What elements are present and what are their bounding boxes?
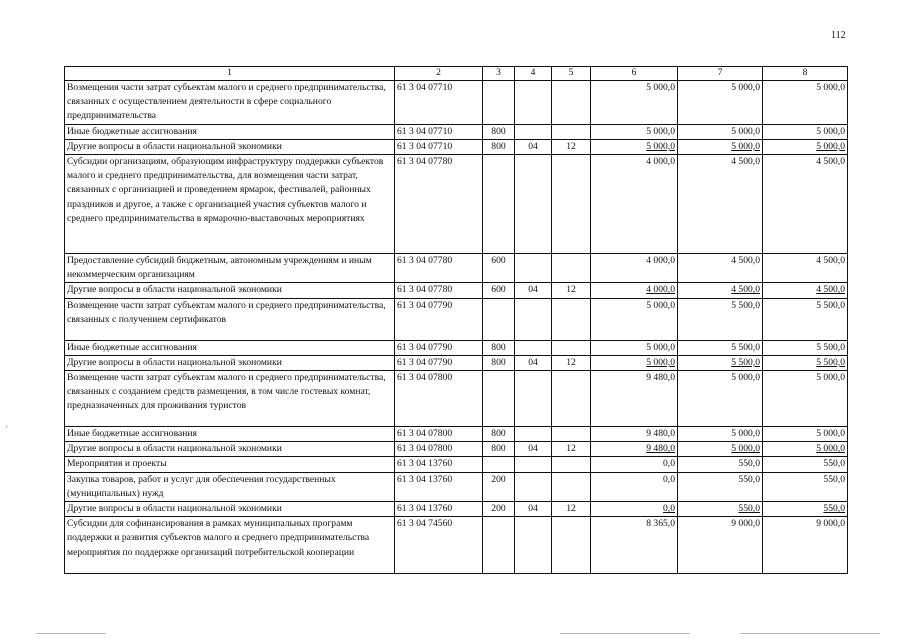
cell-year-1-text: 4 000,0 [646, 255, 675, 267]
cell-year-3-text: 5 500,0 [816, 299, 845, 311]
table-row [65, 254, 848, 283]
cell-year-3-text: 550,0 [823, 473, 845, 485]
cell-rz [515, 355, 552, 370]
cell-csr [395, 340, 483, 355]
cell-name [65, 442, 395, 457]
cell-year-2-text: 5 500,0 [731, 356, 760, 368]
cell-csr [395, 502, 483, 517]
cell-csr-text: 61 3 04 07800 [397, 428, 453, 440]
cell-year-3 [763, 254, 848, 283]
cell-year-1-text: 4 000,0 [646, 156, 675, 168]
cell-rz-text: 04 [528, 503, 538, 515]
cell-vr [483, 457, 515, 472]
cell-year-2 [678, 298, 763, 340]
cell-csr [395, 283, 483, 298]
cell-year-1 [591, 371, 678, 427]
cell-csr-text: 61 3 04 13760 [397, 458, 453, 470]
cell-year-2 [678, 355, 763, 370]
column-header: 3 [483, 67, 515, 81]
cell-csr-text: 61 3 04 74560 [397, 518, 453, 530]
table-row [65, 517, 848, 574]
cell-name-text: Другие вопросы в области национальной экономики [67, 140, 282, 152]
cell-csr-text: 61 3 04 07800 [397, 372, 453, 384]
cell-pr [552, 124, 591, 139]
cell-csr-text: 61 3 04 13760 [397, 473, 453, 485]
cell-pr [552, 254, 591, 283]
cell-csr-text: 61 3 04 07710 [397, 140, 453, 152]
column-header: 6 [591, 67, 678, 81]
cell-year-3-text: 4 500,0 [816, 284, 845, 296]
cell-year-3 [763, 340, 848, 355]
cell-year-3-text: 5 000,0 [816, 428, 845, 440]
cell-rz-text: 04 [528, 140, 538, 152]
cell-year-1-text: 5 000,0 [646, 356, 675, 368]
cell-csr [395, 517, 483, 574]
cell-rz-text: 04 [528, 443, 538, 455]
cell-year-2-text: 5 000,0 [731, 428, 760, 440]
cell-year-3-text: 5 000,0 [816, 140, 845, 152]
cell-name [65, 457, 395, 472]
cell-csr [395, 139, 483, 154]
cell-csr [395, 457, 483, 472]
cell-name-text: Иные бюджетные ассигнования [67, 125, 197, 137]
cell-year-1-text: 5 000,0 [646, 140, 675, 152]
cell-vr-text: 200 [491, 473, 506, 485]
cell-pr [552, 427, 591, 442]
cell-vr-text: 800 [491, 356, 506, 368]
cell-year-2 [678, 427, 763, 442]
cell-year-3-text: 550,0 [823, 458, 845, 470]
cell-rz [515, 442, 552, 457]
cell-rz [515, 502, 552, 517]
cell-year-1-text: 9 480,0 [646, 428, 675, 440]
cell-pr [552, 517, 591, 574]
cell-rz [515, 155, 552, 254]
cell-year-1-text: 0,0 [663, 503, 675, 515]
column-header: 7 [678, 67, 763, 81]
cell-year-2 [678, 517, 763, 574]
cell-csr-text: 61 3 04 07780 [397, 255, 453, 267]
table-row [65, 155, 848, 254]
cell-name-text: Другие вопросы в области национальной экономики [67, 284, 282, 296]
scan-edge-line [36, 633, 106, 634]
cell-year-3-text: 5 500,0 [816, 341, 845, 353]
cell-pr [552, 371, 591, 427]
cell-vr [483, 283, 515, 298]
cell-vr [483, 254, 515, 283]
table-row [65, 283, 848, 298]
cell-name [65, 427, 395, 442]
cell-year-1-text: 5 000,0 [646, 341, 675, 353]
table-row [65, 139, 848, 154]
cell-csr-text: 61 3 04 13760 [397, 503, 453, 515]
cell-csr [395, 254, 483, 283]
cell-name [65, 124, 395, 139]
cell-year-3-text: 5 500,0 [816, 356, 845, 368]
page-number: 112 [831, 30, 846, 41]
cell-year-2 [678, 124, 763, 139]
cell-csr-text: 61 3 04 07780 [397, 156, 453, 168]
cell-year-1-text: 0,0 [663, 458, 675, 470]
cell-vr-text: 800 [491, 428, 506, 440]
cell-rz-text: 04 [528, 356, 538, 368]
cell-year-3 [763, 517, 848, 574]
cell-year-2-text: 4 500,0 [731, 156, 760, 168]
cell-pr-text: 12 [566, 443, 576, 455]
cell-name [65, 472, 395, 501]
table-row [65, 472, 848, 501]
cell-csr [395, 442, 483, 457]
cell-name [65, 340, 395, 355]
cell-year-2 [678, 254, 763, 283]
cell-name-text: Другие вопросы в области национальной экономики [67, 356, 282, 368]
cell-year-2 [678, 472, 763, 501]
cell-year-3-text: 5 000,0 [816, 372, 845, 384]
cell-name-text: Закупка товаров, работ и услуг для обеспечения государственных (муниципальных) нужд [67, 473, 336, 499]
cell-year-3-text: 4 500,0 [816, 156, 845, 168]
cell-year-3 [763, 442, 848, 457]
cell-pr-text: 12 [566, 356, 576, 368]
cell-pr-text: 12 [566, 503, 576, 515]
cell-year-1-text: 9 480,0 [646, 443, 675, 455]
cell-name [65, 254, 395, 283]
cell-year-1-text: 5 000,0 [646, 125, 675, 137]
cell-rz [515, 371, 552, 427]
cell-year-2 [678, 502, 763, 517]
cell-year-1 [591, 81, 678, 125]
cell-year-3 [763, 472, 848, 501]
margin-mark: › [5, 421, 8, 431]
table-row [65, 340, 848, 355]
cell-name [65, 81, 395, 125]
cell-vr [483, 427, 515, 442]
table-row [65, 124, 848, 139]
cell-vr [483, 298, 515, 340]
cell-year-1-text: 8 365,0 [646, 518, 675, 530]
cell-year-2 [678, 81, 763, 125]
cell-year-2 [678, 155, 763, 254]
cell-vr-text: 600 [491, 255, 506, 267]
cell-name-text: Возмещения части затрат субъектам малого и среднего предпринимательства, связанных с осуществлением деятельности в сфере социального предпринимательства [67, 82, 386, 122]
cell-vr [483, 340, 515, 355]
cell-year-1 [591, 457, 678, 472]
cell-vr [483, 355, 515, 370]
cell-year-2-text: 5 500,0 [731, 299, 760, 311]
cell-year-2-text: 550,0 [738, 473, 760, 485]
cell-year-2-text: 5 000,0 [731, 443, 760, 455]
cell-csr [395, 371, 483, 427]
cell-csr-text: 61 3 04 07800 [397, 443, 453, 455]
cell-year-1 [591, 283, 678, 298]
table-row [65, 298, 848, 340]
cell-csr [395, 81, 483, 125]
cell-year-1 [591, 502, 678, 517]
cell-vr-text: 800 [491, 125, 506, 137]
cell-vr-text: 200 [491, 503, 506, 515]
cell-year-3-text: 4 500,0 [816, 255, 845, 267]
cell-year-1 [591, 155, 678, 254]
cell-year-2-text: 5 000,0 [731, 372, 760, 384]
column-header: 5 [552, 67, 591, 81]
cell-csr [395, 298, 483, 340]
cell-name-text: Субсидии для софинансирования в рамках муниципальных программ поддержки и развития субъектов малого и среднего предпринимательства мероприятия по поддержке организаций потребительской кооперации [67, 518, 370, 558]
column-header: 2 [395, 67, 483, 81]
column-header: 1 [65, 67, 395, 81]
cell-year-2 [678, 457, 763, 472]
cell-pr [552, 355, 591, 370]
cell-name [65, 155, 395, 254]
cell-year-3-text: 5 000,0 [816, 443, 845, 455]
cell-year-2-text: 550,0 [738, 503, 760, 515]
scan-edge-line [740, 633, 880, 634]
cell-csr [395, 355, 483, 370]
cell-pr [552, 298, 591, 340]
cell-year-1 [591, 442, 678, 457]
cell-csr-text: 61 3 04 07790 [397, 356, 453, 368]
cell-csr-text: 61 3 04 07710 [397, 82, 453, 93]
cell-rz [515, 81, 552, 125]
cell-year-3 [763, 124, 848, 139]
cell-year-2 [678, 340, 763, 355]
cell-name-text: Иные бюджетные ассигнования [67, 341, 197, 353]
budget-table [64, 66, 848, 574]
cell-vr [483, 155, 515, 254]
cell-year-2-text: 5 000,0 [731, 140, 760, 152]
cell-year-3 [763, 283, 848, 298]
cell-year-3 [763, 457, 848, 472]
cell-csr [395, 155, 483, 254]
column-header: 8 [763, 67, 848, 81]
table-row [65, 81, 848, 125]
cell-rz [515, 254, 552, 283]
cell-year-1 [591, 124, 678, 139]
cell-csr [395, 124, 483, 139]
cell-csr-text: 61 3 04 07710 [397, 125, 453, 137]
cell-csr [395, 427, 483, 442]
cell-year-2-text: 5 500,0 [731, 341, 760, 353]
cell-rz [515, 124, 552, 139]
cell-name-text: Другие вопросы в области национальной экономики [67, 443, 282, 455]
cell-pr [552, 283, 591, 298]
cell-year-3-text: 9 000,0 [816, 518, 845, 530]
cell-pr [552, 457, 591, 472]
cell-rz [515, 457, 552, 472]
cell-csr-text: 61 3 04 07780 [397, 284, 453, 296]
cell-rz [515, 427, 552, 442]
cell-year-2-text: 5 000,0 [731, 125, 760, 137]
cell-pr [552, 502, 591, 517]
cell-csr-text: 61 3 04 07790 [397, 299, 453, 311]
cell-vr [483, 517, 515, 574]
cell-csr [395, 472, 483, 501]
cell-year-1 [591, 355, 678, 370]
cell-rz [515, 298, 552, 340]
cell-year-1 [591, 298, 678, 340]
table-row [65, 427, 848, 442]
cell-year-1-text: 9 480,0 [646, 372, 675, 384]
cell-year-1 [591, 139, 678, 154]
cell-year-3 [763, 371, 848, 427]
cell-name-text: Субсидии организациям, образующим инфраструктуру поддержки субъектов малого и среднего предпринимательства, для возмещения части затрат, связанных с организацией и проведением ярмарок, фестивалей, районных праздников и другое, а также с организацией участия субъектов малого и среднего предпринимательства в ярмарочно-выставочных мероприятиях [67, 156, 384, 224]
cell-year-2-text: 5 000,0 [731, 82, 760, 93]
cell-year-3 [763, 155, 848, 254]
table-row [65, 442, 848, 457]
cell-year-1 [591, 340, 678, 355]
cell-vr [483, 371, 515, 427]
cell-rz [515, 340, 552, 355]
cell-csr-text: 61 3 04 07790 [397, 341, 453, 353]
cell-pr [552, 442, 591, 457]
cell-year-3-text: 5 000,0 [816, 82, 845, 93]
cell-vr-text: 800 [491, 341, 506, 353]
cell-vr [483, 472, 515, 501]
cell-vr-text: 600 [491, 284, 506, 296]
cell-rz [515, 472, 552, 501]
cell-name-text: Предоставление субсидий бюджетным, автономным учреждениям и иным некоммерческим организациям [67, 255, 372, 281]
cell-name [65, 298, 395, 340]
cell-pr [552, 81, 591, 125]
cell-year-1 [591, 472, 678, 501]
table-row [65, 355, 848, 370]
cell-name-text: Иные бюджетные ассигнования [67, 428, 197, 440]
table-row [65, 371, 848, 427]
cell-rz-text: 04 [528, 284, 538, 296]
table-row [65, 457, 848, 472]
cell-name [65, 139, 395, 154]
column-header: 4 [515, 67, 552, 81]
cell-name [65, 517, 395, 574]
cell-year-2 [678, 371, 763, 427]
cell-vr-text: 800 [491, 140, 506, 152]
cell-name-text: Мероприятия и проекты [67, 458, 167, 470]
cell-pr-text: 12 [566, 140, 576, 152]
cell-vr [483, 139, 515, 154]
cell-year-3 [763, 139, 848, 154]
cell-pr [552, 155, 591, 254]
cell-year-1 [591, 427, 678, 442]
cell-year-1-text: 0,0 [663, 473, 675, 485]
cell-year-1 [591, 517, 678, 574]
cell-name-text: Другие вопросы в области национальной экономики [67, 503, 282, 515]
cell-name [65, 502, 395, 517]
cell-year-3 [763, 298, 848, 340]
cell-year-2-text: 550,0 [738, 458, 760, 470]
cell-year-2 [678, 139, 763, 154]
cell-name [65, 355, 395, 370]
cell-pr [552, 472, 591, 501]
cell-year-2-text: 4 500,0 [731, 255, 760, 267]
cell-year-3 [763, 502, 848, 517]
cell-vr [483, 81, 515, 125]
cell-pr-text: 12 [566, 284, 576, 296]
cell-vr [483, 442, 515, 457]
cell-rz [515, 517, 552, 574]
cell-year-3 [763, 355, 848, 370]
cell-year-3 [763, 427, 848, 442]
cell-year-2-text: 9 000,0 [731, 518, 760, 530]
table-row [65, 502, 848, 517]
cell-pr [552, 340, 591, 355]
cell-rz [515, 139, 552, 154]
cell-year-1-text: 5 000,0 [646, 299, 675, 311]
scan-edge-line [560, 633, 690, 634]
cell-year-1-text: 5 000,0 [646, 82, 675, 93]
cell-year-3-text: 550,0 [823, 503, 845, 515]
cell-year-1-text: 4 000,0 [646, 284, 675, 296]
cell-vr [483, 502, 515, 517]
cell-pr [552, 139, 591, 154]
cell-year-3-text: 5 000,0 [816, 125, 845, 137]
cell-name [65, 283, 395, 298]
cell-vr [483, 124, 515, 139]
cell-year-1 [591, 254, 678, 283]
cell-name-text: Возмещение части затрат субъектам малого и среднего предпринимательства, связанных с созданием средств размещения, в том числе гостевых комнат, предназначенных для проживания туристов [67, 372, 386, 412]
cell-year-3 [763, 81, 848, 125]
cell-name [65, 371, 395, 427]
cell-vr-text: 800 [491, 443, 506, 455]
cell-rz [515, 283, 552, 298]
cell-year-2 [678, 442, 763, 457]
cell-year-2-text: 4 500,0 [731, 284, 760, 296]
cell-year-2 [678, 283, 763, 298]
cell-name-text: Возмещение части затрат субъектам малого и среднего предпринимательства, связанных с получением сертификатов [67, 299, 386, 325]
table-header-row [65, 67, 848, 81]
